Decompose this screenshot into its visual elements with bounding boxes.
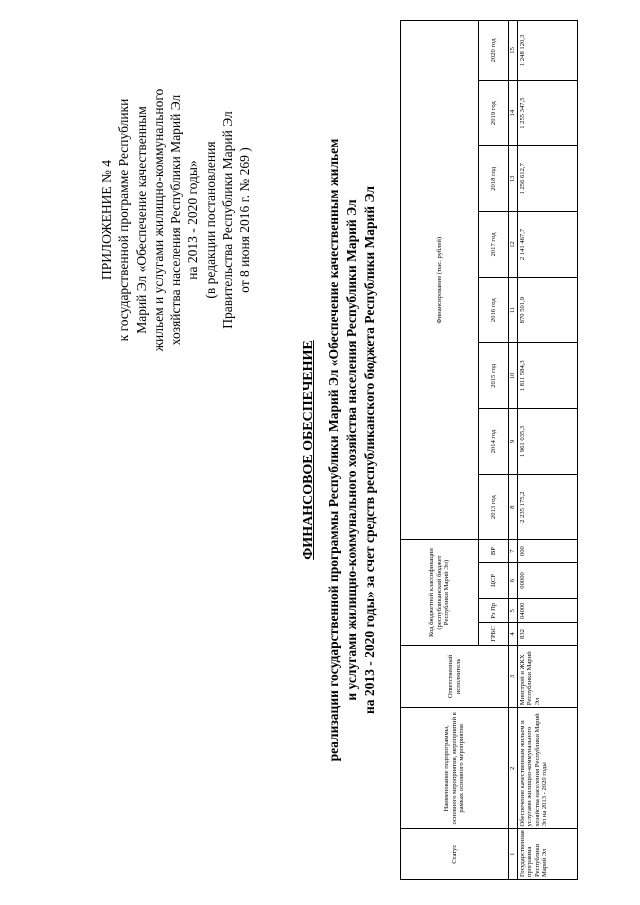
appendix-line: (в редакции постановления <box>202 141 218 299</box>
row-status: Государственная программа Республики Марий Эл <box>517 829 577 880</box>
column-number: 1 <box>509 829 518 880</box>
row-grbs: 832 <box>517 623 577 645</box>
column-number-row <box>509 21 518 880</box>
appendix-header <box>98 80 253 360</box>
row-value: 2 235 175,2 <box>517 474 577 540</box>
title-line: реализации государственной программы Республики Марий Эл «Обеспечение качественным жильем <box>325 138 341 762</box>
column-number: 9 <box>509 409 518 475</box>
appendix-line: жильем и услугами жилищно-коммунального <box>150 88 166 352</box>
appendix-line: Марий Эл «Обеспечение качественным <box>133 106 149 334</box>
header-year: 2016 год <box>479 277 509 343</box>
header-year: 2017 год <box>479 212 509 278</box>
title-main: ФИНАНСОВОЕ ОБЕСПЕЧЕНИЕ <box>301 340 316 560</box>
row-rzpr: 04000 <box>517 599 577 623</box>
row-value: 1 255 347,5 <box>517 80 577 146</box>
title-line: на 2013 - 2020 годы» за счет средств республиканского бюджета Республики Марий Эл <box>362 185 378 715</box>
header-year: 2018 год <box>479 146 509 212</box>
header-year: 2013 год <box>479 474 509 540</box>
header-year: 2020 год <box>479 21 509 81</box>
document-title <box>300 105 380 795</box>
header-name: Наименование подпрограммы, основного мероприятия, мероприятий в рамках основного мероприятия <box>401 708 509 829</box>
column-number: 2 <box>509 708 518 829</box>
header-csr: ЦСР <box>479 562 509 598</box>
column-number: 7 <box>509 540 518 562</box>
row-value: 1 961 035,3 <box>517 409 577 475</box>
appendix-line: ПРИЛОЖЕНИЕ № 4 <box>99 159 114 281</box>
row-name: Обеспечение качественным жильем и услугами жилищно-коммунального хозяйства населения Республики Марий Эл на 2013 - 2020 годы <box>517 708 577 829</box>
header-financing: Финансирование (тыс. рублей) <box>401 21 479 541</box>
column-number: 11 <box>509 277 518 343</box>
header-status: Статус <box>401 829 509 880</box>
column-number: 10 <box>509 343 518 409</box>
column-number: 12 <box>509 212 518 278</box>
row-value: 870 501,9 <box>517 277 577 343</box>
header-year: 2014 год <box>479 409 509 475</box>
financing-table <box>400 20 578 880</box>
header-budget-code: Код бюджетной классификации (республиканский бюджет Республики Марий Эл) <box>401 540 479 645</box>
column-number: 13 <box>509 146 518 212</box>
header-grbs: ГРБС <box>479 623 509 645</box>
appendix-line: Правительства Республики Марий Эл <box>219 111 235 329</box>
appendix-line: к государственной программе Республики <box>116 98 132 342</box>
header-year: 2019 год <box>479 80 509 146</box>
title-line: и услугами жилищно-коммунального хозяйства населения Республики Марий Эл <box>344 199 360 701</box>
row-csr: 00000 <box>517 562 577 598</box>
column-number: 15 <box>509 21 518 81</box>
header-executor: Ответственный исполнитель <box>401 645 509 708</box>
row-value: 1 811 584,3 <box>517 343 577 409</box>
column-number: 6 <box>509 562 518 598</box>
column-number: 4 <box>509 623 518 645</box>
row-vr: 000 <box>517 540 577 562</box>
row-value: 1 248 120,3 <box>517 21 577 81</box>
appendix-line: хозяйства населения Республики Марий Эл <box>168 94 184 346</box>
appendix-line: от 8 июня 2016 г. № 269 ) <box>237 147 253 293</box>
header-year: 2015 год <box>479 343 509 409</box>
column-number: 3 <box>509 645 518 708</box>
header-vr: ВР <box>479 540 509 562</box>
row-value: 1 256 612,7 <box>517 146 577 212</box>
column-number: 5 <box>509 599 518 623</box>
appendix-line: на 2013 - 2020 годы» <box>185 160 201 280</box>
column-number: 14 <box>509 80 518 146</box>
column-number: 8 <box>509 474 518 540</box>
row-value: 2 141 467,7 <box>517 212 577 278</box>
header-rzpr: Рз Пр <box>479 599 509 623</box>
row-executor: Минстрой и ЖКХ Республики Марий Эл <box>517 645 577 708</box>
table-row <box>517 21 577 880</box>
